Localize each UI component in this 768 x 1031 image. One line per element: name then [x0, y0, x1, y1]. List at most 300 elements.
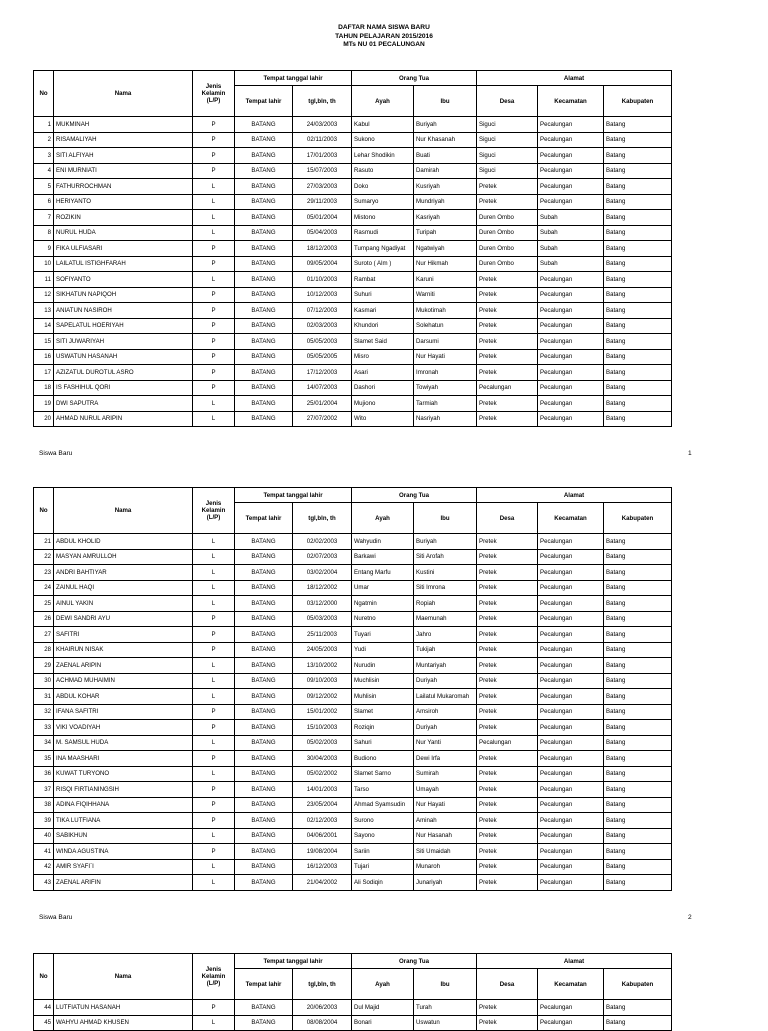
- regency: Batang: [604, 272, 672, 288]
- gender: L: [193, 689, 235, 705]
- district: Pecalungan: [538, 349, 604, 365]
- village: Pretek: [477, 580, 538, 596]
- father-name: Budiono: [352, 751, 414, 767]
- header-kabupaten: Kabupaten: [604, 969, 672, 1000]
- birth-place: BATANG: [235, 132, 293, 148]
- father-name: Wito: [352, 411, 414, 427]
- regency: Batang: [604, 549, 672, 565]
- gender: P: [193, 132, 235, 148]
- birth-date: 05/01/2004: [293, 210, 352, 226]
- header-ibu: Ibu: [414, 969, 477, 1000]
- table-row: [34, 689, 672, 705]
- regency: Batang: [604, 766, 672, 782]
- village: Pretek: [477, 549, 538, 565]
- mother-name: Kusriyah: [414, 179, 477, 195]
- table-row: [34, 148, 672, 164]
- district: Pecalungan: [538, 658, 604, 674]
- father-name: Tujari: [352, 859, 414, 875]
- mother-name: Damirah: [414, 163, 477, 179]
- row-no: 17: [34, 365, 54, 381]
- header-jenis-kelamin: Jenis Kelamin (L/P): [193, 488, 235, 534]
- gender: L: [193, 1015, 235, 1031]
- village: Pretek: [477, 828, 538, 844]
- birth-place: BATANG: [235, 1000, 293, 1016]
- birth-place: BATANG: [235, 627, 293, 643]
- district: Pecalungan: [538, 318, 604, 334]
- birth-place: BATANG: [235, 241, 293, 257]
- village: Pretek: [477, 689, 538, 705]
- birth-place: BATANG: [235, 287, 293, 303]
- regency: Batang: [604, 194, 672, 210]
- gender: P: [193, 797, 235, 813]
- birth-place: BATANG: [235, 813, 293, 829]
- student-name: ACHMAD MUHAIMIN: [54, 673, 193, 689]
- table-row: [34, 549, 672, 565]
- mother-name: Lailatul Mukaromah: [414, 689, 477, 705]
- row-no: 6: [34, 194, 54, 210]
- student-name: ANDRI BAHTIYAR: [54, 565, 193, 581]
- student-name: ENI MURNIATI: [54, 163, 193, 179]
- student-name: RISAMALIYAH: [54, 132, 193, 148]
- gender: L: [193, 565, 235, 581]
- mother-name: Kustini: [414, 565, 477, 581]
- student-name: USWATUN HASANAH: [54, 349, 193, 365]
- birth-date: 16/12/2003: [293, 859, 352, 875]
- regency: Batang: [604, 720, 672, 736]
- gender: P: [193, 349, 235, 365]
- row-no: 29: [34, 658, 54, 674]
- father-name: Suroto ( Alm ): [352, 256, 414, 272]
- header-ttl: Tempat tanggal lahir: [235, 488, 352, 503]
- district: Pecalungan: [538, 673, 604, 689]
- header-kecamatan: Kecamatan: [538, 969, 604, 1000]
- student-name: ABDUL KOHAR: [54, 689, 193, 705]
- row-no: 42: [34, 859, 54, 875]
- father-name: Dul Majid: [352, 1000, 414, 1016]
- mother-name: Uswatun: [414, 1015, 477, 1031]
- table-row: [34, 179, 672, 195]
- student-name: SOFIYANTO: [54, 272, 193, 288]
- birth-date: 09/10/2003: [293, 673, 352, 689]
- birth-date: 02/02/2003: [293, 534, 352, 550]
- district: Pecalungan: [538, 596, 604, 612]
- father-name: Sayono: [352, 828, 414, 844]
- student-name: HERIYANTO: [54, 194, 193, 210]
- birth-place: BATANG: [235, 148, 293, 164]
- district: Pecalungan: [538, 782, 604, 798]
- birth-place: BATANG: [235, 751, 293, 767]
- table-row: [34, 241, 672, 257]
- table-row: [34, 766, 672, 782]
- village: Pretek: [477, 844, 538, 860]
- table-row: [34, 256, 672, 272]
- birth-date: 17/12/2003: [293, 365, 352, 381]
- gender: P: [193, 318, 235, 334]
- village: Pretek: [477, 534, 538, 550]
- village: Pretek: [477, 287, 538, 303]
- gender: P: [193, 334, 235, 350]
- student-name: SITI JUWARIYAH: [54, 334, 193, 350]
- father-name: Dashori: [352, 380, 414, 396]
- student-name: NURUL HUDA: [54, 225, 193, 241]
- village: Pretek: [477, 334, 538, 350]
- table-row: [34, 828, 672, 844]
- father-name: Nurudin: [352, 658, 414, 674]
- birth-date: 18/12/2003: [293, 241, 352, 257]
- header-alamat: Alamat: [477, 488, 672, 503]
- village: Pretek: [477, 875, 538, 891]
- mother-name: Tarmiah: [414, 396, 477, 412]
- table-row: [34, 642, 672, 658]
- birth-date: 05/03/2003: [293, 611, 352, 627]
- village: Pretek: [477, 642, 538, 658]
- district: Pecalungan: [538, 148, 604, 164]
- regency: Batang: [604, 256, 672, 272]
- row-no: 32: [34, 704, 54, 720]
- row-no: 2: [34, 132, 54, 148]
- regency: Batang: [604, 210, 672, 226]
- birth-date: 04/06/2001: [293, 828, 352, 844]
- father-name: Rambat: [352, 272, 414, 288]
- table-row: [34, 1015, 672, 1031]
- row-no: 20: [34, 411, 54, 427]
- mother-name: Dewi Irfa: [414, 751, 477, 767]
- student-table-page-1: [33, 70, 672, 427]
- student-name: SAFITRI: [54, 627, 193, 643]
- mother-name: Nur Hasanah: [414, 828, 477, 844]
- gender: P: [193, 303, 235, 319]
- gender: L: [193, 194, 235, 210]
- village: Pretek: [477, 318, 538, 334]
- row-no: 21: [34, 534, 54, 550]
- father-name: Sumaryo: [352, 194, 414, 210]
- header-kecamatan: Kecamatan: [538, 86, 604, 117]
- table-row: [34, 565, 672, 581]
- student-table-page-2: [33, 487, 672, 891]
- birth-date: 05/02/2002: [293, 766, 352, 782]
- table-row: [34, 272, 672, 288]
- village: Siguci: [477, 163, 538, 179]
- district: Pecalungan: [538, 272, 604, 288]
- district: Pecalungan: [538, 797, 604, 813]
- father-name: Khundori: [352, 318, 414, 334]
- table-row: [34, 720, 672, 736]
- village: Pretek: [477, 813, 538, 829]
- village: Siguci: [477, 132, 538, 148]
- district: Pecalungan: [538, 627, 604, 643]
- birth-date: 14/07/2003: [293, 380, 352, 396]
- birth-date: 18/12/2002: [293, 580, 352, 596]
- gender: P: [193, 704, 235, 720]
- student-name: DWI SAPUTRA: [54, 396, 193, 412]
- regency: Batang: [604, 365, 672, 381]
- header-nama: Nama: [54, 488, 193, 534]
- village: Pretek: [477, 565, 538, 581]
- district: Pecalungan: [538, 844, 604, 860]
- village: Pretek: [477, 272, 538, 288]
- header-alamat: Alamat: [477, 954, 672, 969]
- student-name: MUKMINAH: [54, 117, 193, 133]
- student-name: ZAENAL ARIFIN: [54, 875, 193, 891]
- student-name: ANIATUN NASIROH: [54, 303, 193, 319]
- district: Pecalungan: [538, 132, 604, 148]
- gender: L: [193, 580, 235, 596]
- father-name: Slamet Sarno: [352, 766, 414, 782]
- mother-name: Duriyah: [414, 720, 477, 736]
- district: Pecalungan: [538, 380, 604, 396]
- table-row: [34, 225, 672, 241]
- birth-place: BATANG: [235, 565, 293, 581]
- row-no: 30: [34, 673, 54, 689]
- birth-date: 05/04/2003: [293, 225, 352, 241]
- gender: P: [193, 241, 235, 257]
- title-line-1: DAFTAR NAMA SISWA BARU: [338, 24, 430, 31]
- birth-place: BATANG: [235, 334, 293, 350]
- birth-place: BATANG: [235, 225, 293, 241]
- header-tempat-lahir: Tempat lahir: [235, 86, 293, 117]
- student-name: AHMAD NURUL ARIPIN: [54, 411, 193, 427]
- birth-date: 05/05/2003: [293, 334, 352, 350]
- father-name: Sariin: [352, 844, 414, 860]
- row-no: 36: [34, 766, 54, 782]
- row-no: 26: [34, 611, 54, 627]
- row-no: 8: [34, 225, 54, 241]
- birth-date: 05/02/2003: [293, 735, 352, 751]
- table-row: [34, 859, 672, 875]
- table-row: [34, 349, 672, 365]
- district: Subah: [538, 225, 604, 241]
- row-no: 28: [34, 642, 54, 658]
- table-row: [34, 411, 672, 427]
- village: Pretek: [477, 396, 538, 412]
- district: Pecalungan: [538, 859, 604, 875]
- student-name: SITI ALFIYAH: [54, 148, 193, 164]
- student-name: ZAENAL ARIPIN: [54, 658, 193, 674]
- student-name: M. SAMSUL HUDA: [54, 735, 193, 751]
- mother-name: Tukijah: [414, 642, 477, 658]
- table-row: [34, 380, 672, 396]
- village: Pretek: [477, 1000, 538, 1016]
- row-no: 9: [34, 241, 54, 257]
- mother-name: Siti Umaidah: [414, 844, 477, 860]
- village: Siguci: [477, 148, 538, 164]
- district: Pecalungan: [538, 813, 604, 829]
- village: Pecalungan: [477, 735, 538, 751]
- birth-date: 08/08/2004: [293, 1015, 352, 1031]
- district: Pecalungan: [538, 751, 604, 767]
- footer-label: Siswa Baru: [39, 450, 73, 457]
- title-line-2: TAHUN PELAJARAN 2015/2016: [335, 32, 433, 40]
- row-no: 5: [34, 179, 54, 195]
- mother-name: Muntariyah: [414, 658, 477, 674]
- birth-date: 03/12/2000: [293, 596, 352, 612]
- father-name: Rasmudi: [352, 225, 414, 241]
- row-no: 39: [34, 813, 54, 829]
- row-no: 1: [34, 117, 54, 133]
- father-name: Lehar Shodikin: [352, 148, 414, 164]
- header-ttl: Tempat tanggal lahir: [235, 954, 352, 969]
- father-name: Muhlisin: [352, 689, 414, 705]
- mother-name: Sumirah: [414, 766, 477, 782]
- header-orang-tua: Orang Tua: [352, 71, 477, 86]
- student-name: LUTFIATUN HASANAH: [54, 1000, 193, 1016]
- table-row: [34, 596, 672, 612]
- father-name: Mistono: [352, 210, 414, 226]
- mother-name: Buriyah: [414, 534, 477, 550]
- header-tgl-lahir: tgl,bln, th: [293, 503, 352, 534]
- district: Pecalungan: [538, 549, 604, 565]
- gender: L: [193, 828, 235, 844]
- regency: Batang: [604, 642, 672, 658]
- row-no: 41: [34, 844, 54, 860]
- father-name: Roziqin: [352, 720, 414, 736]
- birth-date: 20/06/2003: [293, 1000, 352, 1016]
- table-row: [34, 194, 672, 210]
- row-no: 44: [34, 1000, 54, 1016]
- birth-date: 19/08/2004: [293, 844, 352, 860]
- header-tgl-lahir: tgl,bln, th: [293, 86, 352, 117]
- birth-date: 25/11/2003: [293, 627, 352, 643]
- mother-name: Amsiroh: [414, 704, 477, 720]
- regency: Batang: [604, 318, 672, 334]
- table-row: [34, 580, 672, 596]
- gender: P: [193, 256, 235, 272]
- father-name: Surono: [352, 813, 414, 829]
- village: Pretek: [477, 766, 538, 782]
- village: Pecalungan: [477, 380, 538, 396]
- regency: Batang: [604, 859, 672, 875]
- student-table-page-3: [33, 953, 672, 1031]
- birth-place: BATANG: [235, 365, 293, 381]
- birth-date: 02/07/2003: [293, 549, 352, 565]
- document-title: [0, 24, 768, 50]
- village: Duren Ombo: [477, 210, 538, 226]
- birth-place: BATANG: [235, 673, 293, 689]
- birth-date: 02/03/2003: [293, 318, 352, 334]
- birth-place: BATANG: [235, 642, 293, 658]
- header-nama: Nama: [54, 954, 193, 1000]
- father-name: Tumpang Ngadiyat: [352, 241, 414, 257]
- district: Pecalungan: [538, 534, 604, 550]
- header-kabupaten: Kabupaten: [604, 503, 672, 534]
- mother-name: Mundriyah: [414, 194, 477, 210]
- header-ayah: Ayah: [352, 86, 414, 117]
- birth-place: BATANG: [235, 720, 293, 736]
- birth-date: 02/12/2003: [293, 813, 352, 829]
- district: Pecalungan: [538, 565, 604, 581]
- header-jenis-kelamin: Jenis Kelamin (L/P): [193, 954, 235, 1000]
- student-name: FATHURROCHMAN: [54, 179, 193, 195]
- mother-name: Ropiah: [414, 596, 477, 612]
- birth-date: 15/01/2002: [293, 704, 352, 720]
- student-name: KUWAT TURYONO: [54, 766, 193, 782]
- father-name: Kasmari: [352, 303, 414, 319]
- mother-name: Munaroh: [414, 859, 477, 875]
- birth-place: BATANG: [235, 735, 293, 751]
- father-name: Slamet Said: [352, 334, 414, 350]
- gender: P: [193, 751, 235, 767]
- row-no: 34: [34, 735, 54, 751]
- district: Pecalungan: [538, 720, 604, 736]
- header-ttl: Tempat tanggal lahir: [235, 71, 352, 86]
- village: Pretek: [477, 411, 538, 427]
- district: Subah: [538, 256, 604, 272]
- village: Pretek: [477, 859, 538, 875]
- student-name: KHAIRUN NISAK: [54, 642, 193, 658]
- birth-place: BATANG: [235, 580, 293, 596]
- gender: P: [193, 1000, 235, 1016]
- regency: Batang: [604, 334, 672, 350]
- regency: Batang: [604, 534, 672, 550]
- header-desa: Desa: [477, 86, 538, 117]
- regency: Batang: [604, 380, 672, 396]
- header-nama: Nama: [54, 71, 193, 117]
- gender: P: [193, 782, 235, 798]
- student-name: SIKHATUN NAPIQOH: [54, 287, 193, 303]
- row-no: 35: [34, 751, 54, 767]
- birth-place: BATANG: [235, 859, 293, 875]
- district: Pecalungan: [538, 1015, 604, 1031]
- birth-date: 01/10/2003: [293, 272, 352, 288]
- regency: Batang: [604, 163, 672, 179]
- regency: Batang: [604, 1000, 672, 1016]
- regency: Batang: [604, 565, 672, 581]
- mother-name: Solehatun: [414, 318, 477, 334]
- regency: Batang: [604, 225, 672, 241]
- mother-name: Turah: [414, 1000, 477, 1016]
- row-no: 27: [34, 627, 54, 643]
- student-name: ZAINUL HAQI: [54, 580, 193, 596]
- header-ibu: Ibu: [414, 86, 477, 117]
- table-row: [34, 117, 672, 133]
- mother-name: Nur Khasanah: [414, 132, 477, 148]
- row-no: 12: [34, 287, 54, 303]
- birth-date: 14/01/2003: [293, 782, 352, 798]
- father-name: Mujiono: [352, 396, 414, 412]
- header-kabupaten: Kabupaten: [604, 86, 672, 117]
- header-no: No: [34, 488, 54, 534]
- table-row: [34, 844, 672, 860]
- gender: L: [193, 596, 235, 612]
- village: Pretek: [477, 797, 538, 813]
- father-name: Sukono: [352, 132, 414, 148]
- regency: Batang: [604, 117, 672, 133]
- district: Pecalungan: [538, 611, 604, 627]
- district: Pecalungan: [538, 179, 604, 195]
- birth-date: 07/12/2003: [293, 303, 352, 319]
- header-desa: Desa: [477, 503, 538, 534]
- row-no: 33: [34, 720, 54, 736]
- birth-place: BATANG: [235, 658, 293, 674]
- regency: Batang: [604, 287, 672, 303]
- mother-name: Towiyah: [414, 380, 477, 396]
- birth-date: 24/05/2003: [293, 642, 352, 658]
- regency: Batang: [604, 241, 672, 257]
- mother-name: Siti Imrona: [414, 580, 477, 596]
- village: Pretek: [477, 658, 538, 674]
- regency: Batang: [604, 844, 672, 860]
- gender: L: [193, 658, 235, 674]
- header-ayah: Ayah: [352, 969, 414, 1000]
- table-row: [34, 797, 672, 813]
- gender: P: [193, 365, 235, 381]
- gender: P: [193, 148, 235, 164]
- village: Pretek: [477, 673, 538, 689]
- district: Pecalungan: [538, 303, 604, 319]
- mother-name: Karuni: [414, 272, 477, 288]
- mother-name: Nur Hayati: [414, 349, 477, 365]
- header-tempat-lahir: Tempat lahir: [235, 503, 293, 534]
